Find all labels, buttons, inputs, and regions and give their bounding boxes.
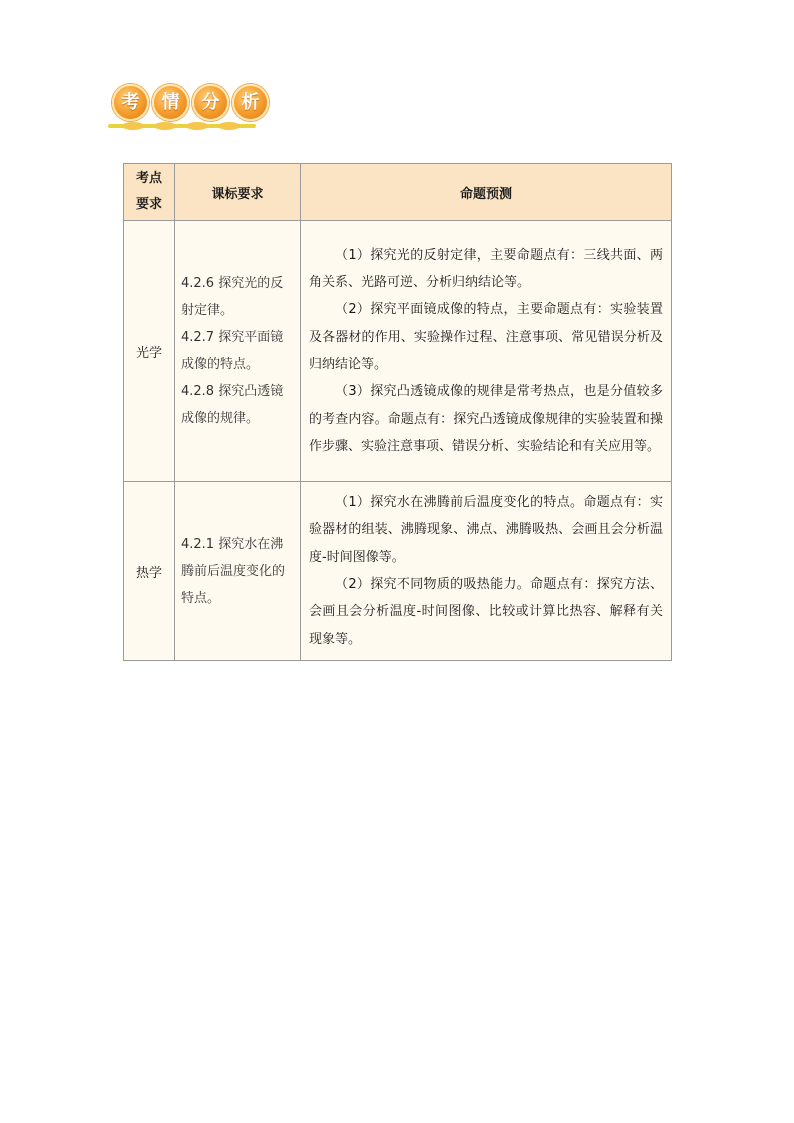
header-exam-point-line1: 考点 [135, 171, 162, 186]
prediction-paragraph: （1）探究水在沸腾前后温度变化的特点。命题点有：实验器材的组装、沸腾现象、沸点、沸腾吸热、会画且会分析温度-时间图像等。 [309, 495, 663, 565]
banner-char-badge: 考 [112, 84, 149, 121]
table-header-row [124, 164, 672, 221]
requirement-line: 4.2.7 探究平面镜 [181, 330, 284, 345]
topic-cell: 热学 [124, 482, 175, 661]
prediction-paragraph: （2）探究平面镜成像的特点，主要命题点有：实验装置及各器材的作用、实验操作过程、注意事项、常见错误分析及归纳结论等。 [309, 302, 663, 372]
requirement-line: 4.2.8 探究凸透镜 [181, 384, 284, 399]
banner-decoration [122, 122, 240, 130]
header-curriculum-requirement: 课标要求 [175, 164, 301, 221]
requirement-cell [175, 221, 301, 482]
prediction-paragraph: （1）探究光的反射定律，主要命题点有：三线共面、两角关系、光路可逆、分析归纳结论等。 [309, 247, 663, 291]
banner-char-badge: 分 [192, 84, 229, 121]
requirement-line: 4.2.6 探究光的反 [181, 276, 284, 291]
table-row [124, 482, 672, 661]
requirement-line: 成像的特点。 [181, 357, 260, 372]
header-exam-point-line2: 要求 [135, 197, 162, 212]
table-row [124, 221, 672, 482]
header-question-prediction: 命题预测 [301, 164, 672, 221]
exam-analysis-table [123, 163, 672, 661]
banner-char-badge: 析 [232, 84, 269, 121]
prediction-cell [301, 221, 672, 482]
requirement-line: 射定律。 [181, 303, 234, 318]
section-banner [108, 84, 260, 132]
banner-title [112, 84, 269, 121]
prediction-cell [301, 482, 672, 661]
requirement-cell [175, 482, 301, 661]
header-exam-point [124, 164, 175, 221]
requirement-line: 成像的规律。 [181, 411, 260, 426]
requirement-line: 4.2.1 探究水在沸 [181, 536, 284, 552]
requirement-line: 腾前后温度变化的 [181, 563, 286, 579]
prediction-paragraph: （2）探究不同物质的吸热能力。命题点有：探究方法、会画且会分析温度-时间图像、比较或计算比热容、解释有关现象等。 [309, 577, 663, 647]
requirement-line: 特点。 [181, 590, 221, 606]
prediction-paragraph: （3）探究凸透镜成像的规律是常考热点，也是分值较多的考查内容。命题点有：探究凸透镜成像规律的实验装置和操作步骤、实验注意事项、错误分析、实验结论和有关应用等。 [309, 384, 663, 454]
banner-char-badge: 情 [152, 84, 189, 121]
topic-cell: 光学 [124, 221, 175, 482]
